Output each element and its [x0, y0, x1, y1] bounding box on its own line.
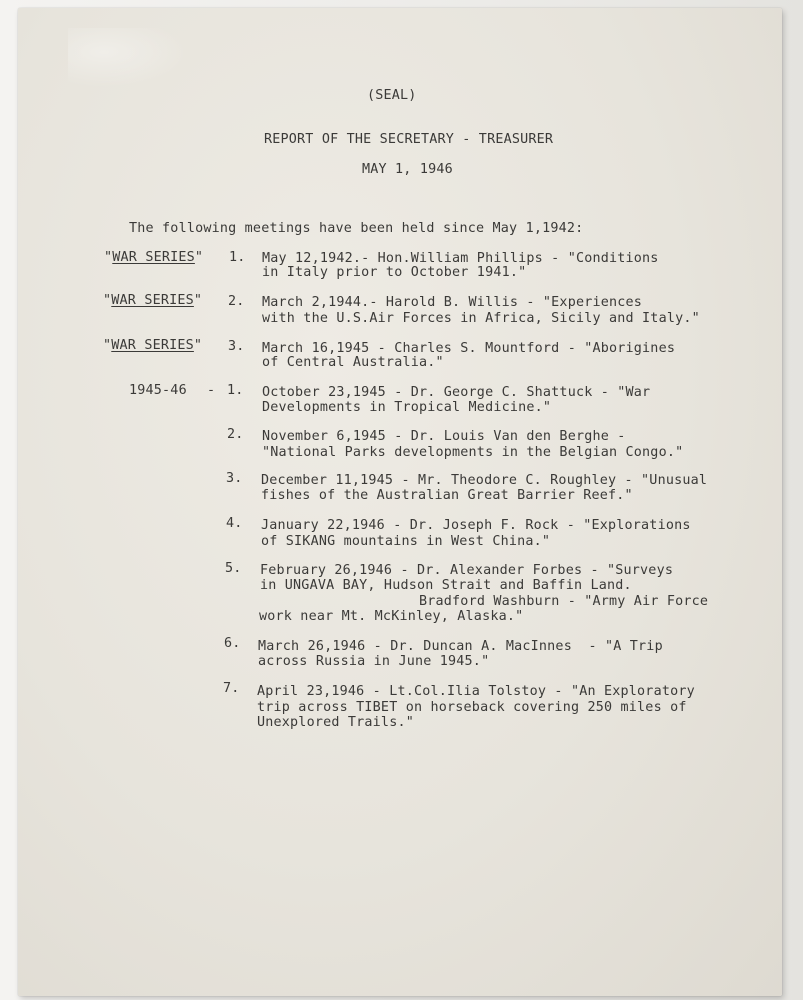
- season-number-7: 7.: [223, 681, 240, 696]
- season-entry-4-line-2: of SIKANG mountains in West China.": [261, 534, 551, 549]
- season-entry-6-line-2: across Russia in June 1945.": [258, 654, 490, 669]
- season-dash: -: [207, 383, 216, 398]
- war-series-tag: WAR SERIES: [112, 250, 195, 265]
- season-number-3: 3.: [226, 471, 243, 486]
- season-entry-5-line-3: Bradford Washburn - "Army Air Force: [419, 594, 709, 609]
- war-series-entry-2-line-2: with the U.S.Air Forces in Africa, Sicily and Italy.": [262, 311, 700, 326]
- season-entry-2-line-2: "National Parks developments in the Belgian Congo.": [262, 445, 684, 460]
- season-number-5: 5.: [225, 561, 242, 576]
- war-series-entry-2-line-1: March 2,1944.- Harold B. Willis - "Experiences: [262, 295, 643, 310]
- season-entry-4-line-1: January 22,1946 - Dr. Joseph F. Rock - "Explorations: [261, 518, 691, 533]
- season-entry-6-line-1: March 26,1946 - Dr. Duncan A. MacInnes - "A Trip: [258, 639, 663, 654]
- intro-sentence: The following meetings have been held since May 1,1942:: [129, 221, 584, 236]
- season-number-1: 1.: [227, 383, 244, 398]
- war-series-label-3: "WAR SERIES": [103, 338, 203, 353]
- season-entry-1-line-1: October 23,1945 - Dr. George C. Shattuck - "War: [262, 385, 651, 400]
- war-series-entry-1-line-1: May 12,1942.- Hon.William Phillips - "Conditions: [262, 251, 659, 266]
- report-date: MAY 1, 1946: [362, 162, 453, 177]
- season-entry-7-line-2: trip across TIBET on horseback covering 250 miles of: [257, 700, 687, 715]
- paper-crease: [68, 28, 188, 88]
- season-entry-1-line-2: Developments in Tropical Medicine.": [262, 400, 552, 415]
- season-entry-5-line-2: in UNGAVA BAY, Hudson Strait and Baffin Land.: [260, 578, 632, 593]
- season-entry-3-line-1: December 11,1945 - Mr. Theodore C. Roughley - "Unusual: [261, 473, 708, 488]
- season-entry-5-line-4: work near Mt. McKinley, Alaska.": [259, 609, 524, 624]
- season-number-4: 4.: [226, 516, 243, 531]
- war-series-number-2: 2.: [228, 294, 245, 309]
- season-entry-7-line-1: April 23,1946 - Lt.Col.Ilia Tolstoy - "An Exploratory: [257, 684, 695, 699]
- war-series-tag: WAR SERIES: [111, 338, 194, 353]
- season-number-2: 2.: [227, 427, 244, 442]
- war-series-entry-1-line-2: in Italy prior to October 1941.": [262, 265, 527, 280]
- war-series-label-1: "WAR SERIES": [104, 250, 204, 265]
- war-series-label-2: "WAR SERIES": [103, 293, 203, 308]
- war-series-tag: WAR SERIES: [111, 293, 194, 308]
- war-series-number-3: 3.: [228, 339, 245, 354]
- war-series-entry-3-line-1: March 16,1945 - Charles S. Mountford - "Aborigines: [262, 341, 676, 356]
- season-label: 1945-46: [129, 383, 187, 398]
- season-entry-2-line-1: November 6,1945 - Dr. Louis Van den Berghe -: [262, 429, 626, 444]
- report-title: REPORT OF THE SECRETARY - TREASURER: [264, 132, 554, 147]
- seal-marker: (SEAL): [367, 88, 417, 103]
- season-entry-3-line-2: fishes of the Australian Great Barrier Reef.": [261, 488, 633, 503]
- season-entry-5-line-1: February 26,1946 - Dr. Alexander Forbes - "Surveys: [260, 563, 674, 578]
- war-series-entry-3-line-2: of Central Australia.": [262, 355, 444, 370]
- season-entry-7-line-3: Unexplored Trails.": [257, 715, 414, 730]
- season-number-6: 6.: [224, 636, 241, 651]
- war-series-number-1: 1.: [229, 250, 246, 265]
